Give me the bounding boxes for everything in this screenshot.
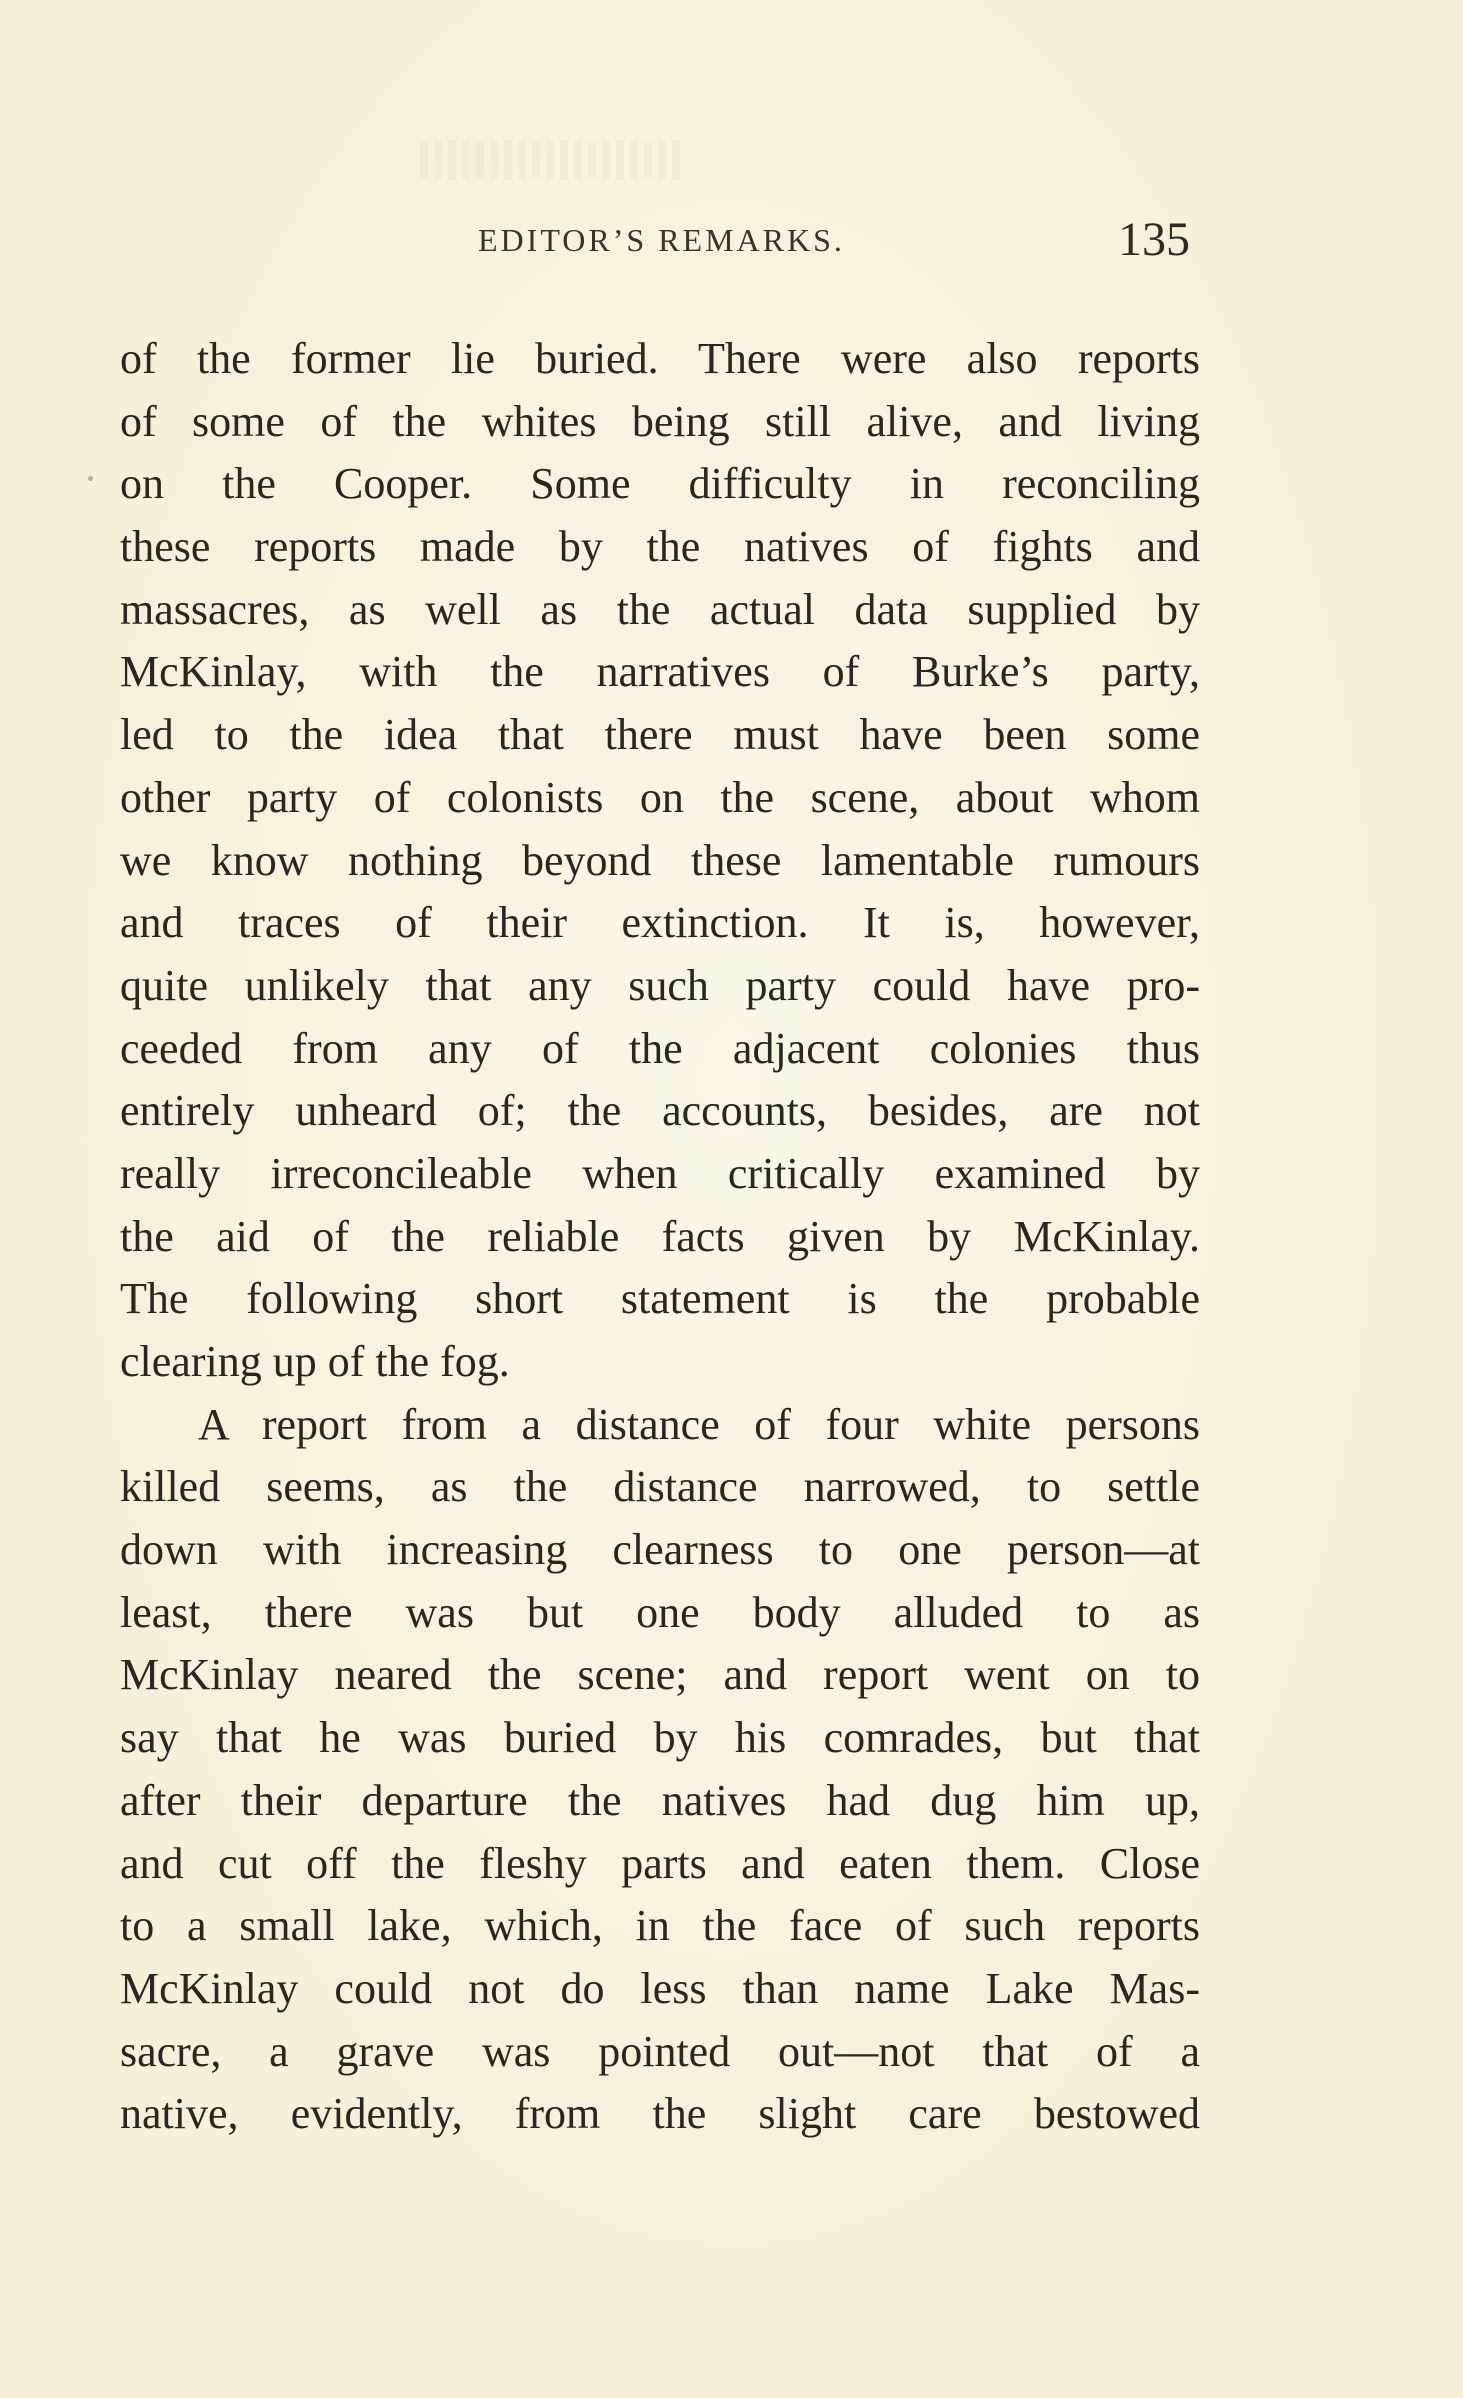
text-line: The following short statement is the probable (120, 1274, 1200, 1324)
text-line: to a small lake, which, in the face of such reports (120, 1901, 1200, 1951)
text-line: McKinlay could not do less than name Lake Mas- (120, 1963, 1200, 2013)
text-line: ceeded from any of the adjacent colonies thus (120, 1023, 1200, 1073)
body-text (120, 328, 1200, 2146)
text-line: the aid of the reliable facts given by McKinlay. (120, 1211, 1200, 1261)
text-line: McKinlay, with the narratives of Burke’s party, (120, 647, 1200, 697)
text-line: led to the idea that there must have been some (120, 710, 1200, 760)
text-line: of some of the whites being still alive, and living (120, 396, 1200, 446)
paragraph-start-line: A report from a distance of four white persons (198, 1399, 1200, 1449)
text-line: these reports made by the natives of fights and (120, 522, 1200, 572)
margin-mark (88, 476, 93, 481)
text-line: and traces of their extinction. It is, however, (120, 898, 1200, 948)
show-through-text (420, 140, 680, 180)
paragraph-end-line: clearing up of the fog. (120, 1337, 510, 1386)
running-head (0, 212, 1463, 272)
text-line: down with increasing clearness to one person—at (120, 1525, 1200, 1575)
text-line: killed seems, as the distance narrowed, to settle (120, 1462, 1200, 1512)
text-line: entirely unheard of; the accounts, besides, are not (120, 1086, 1200, 1136)
text-line: McKinlay neared the scene; and report went on to (120, 1650, 1200, 1700)
text-line: sacre, a grave was pointed out—not that of a (120, 2026, 1200, 2076)
text-line: quite unlikely that any such party could have pro- (120, 960, 1200, 1010)
running-title: EDITOR’S REMARKS. (478, 222, 845, 258)
text-line: really irreconcileable when critically examined by (120, 1148, 1200, 1198)
text-line: least, there was but one body alluded to as (120, 1587, 1200, 1637)
page-number: 135 (1118, 213, 1190, 266)
text-line: of the former lie buried. There were also reports (120, 334, 1200, 383)
text-line: say that he was buried by his comrades, but that (120, 1713, 1200, 1763)
text-line: native, evidently, from the slight care bestowed (120, 2089, 1200, 2139)
text-line: and cut off the fleshy parts and eaten them. Close (120, 1838, 1200, 1888)
text-line: other party of colonists on the scene, about whom (120, 772, 1200, 822)
text-line: massacres, as well as the actual data supplied by (120, 584, 1200, 634)
text-line: on the Cooper. Some difficulty in reconciling (120, 459, 1200, 509)
text-line: we know nothing beyond these lamentable rumours (120, 835, 1200, 885)
text-line: after their departure the natives had dug him up, (120, 1775, 1200, 1825)
